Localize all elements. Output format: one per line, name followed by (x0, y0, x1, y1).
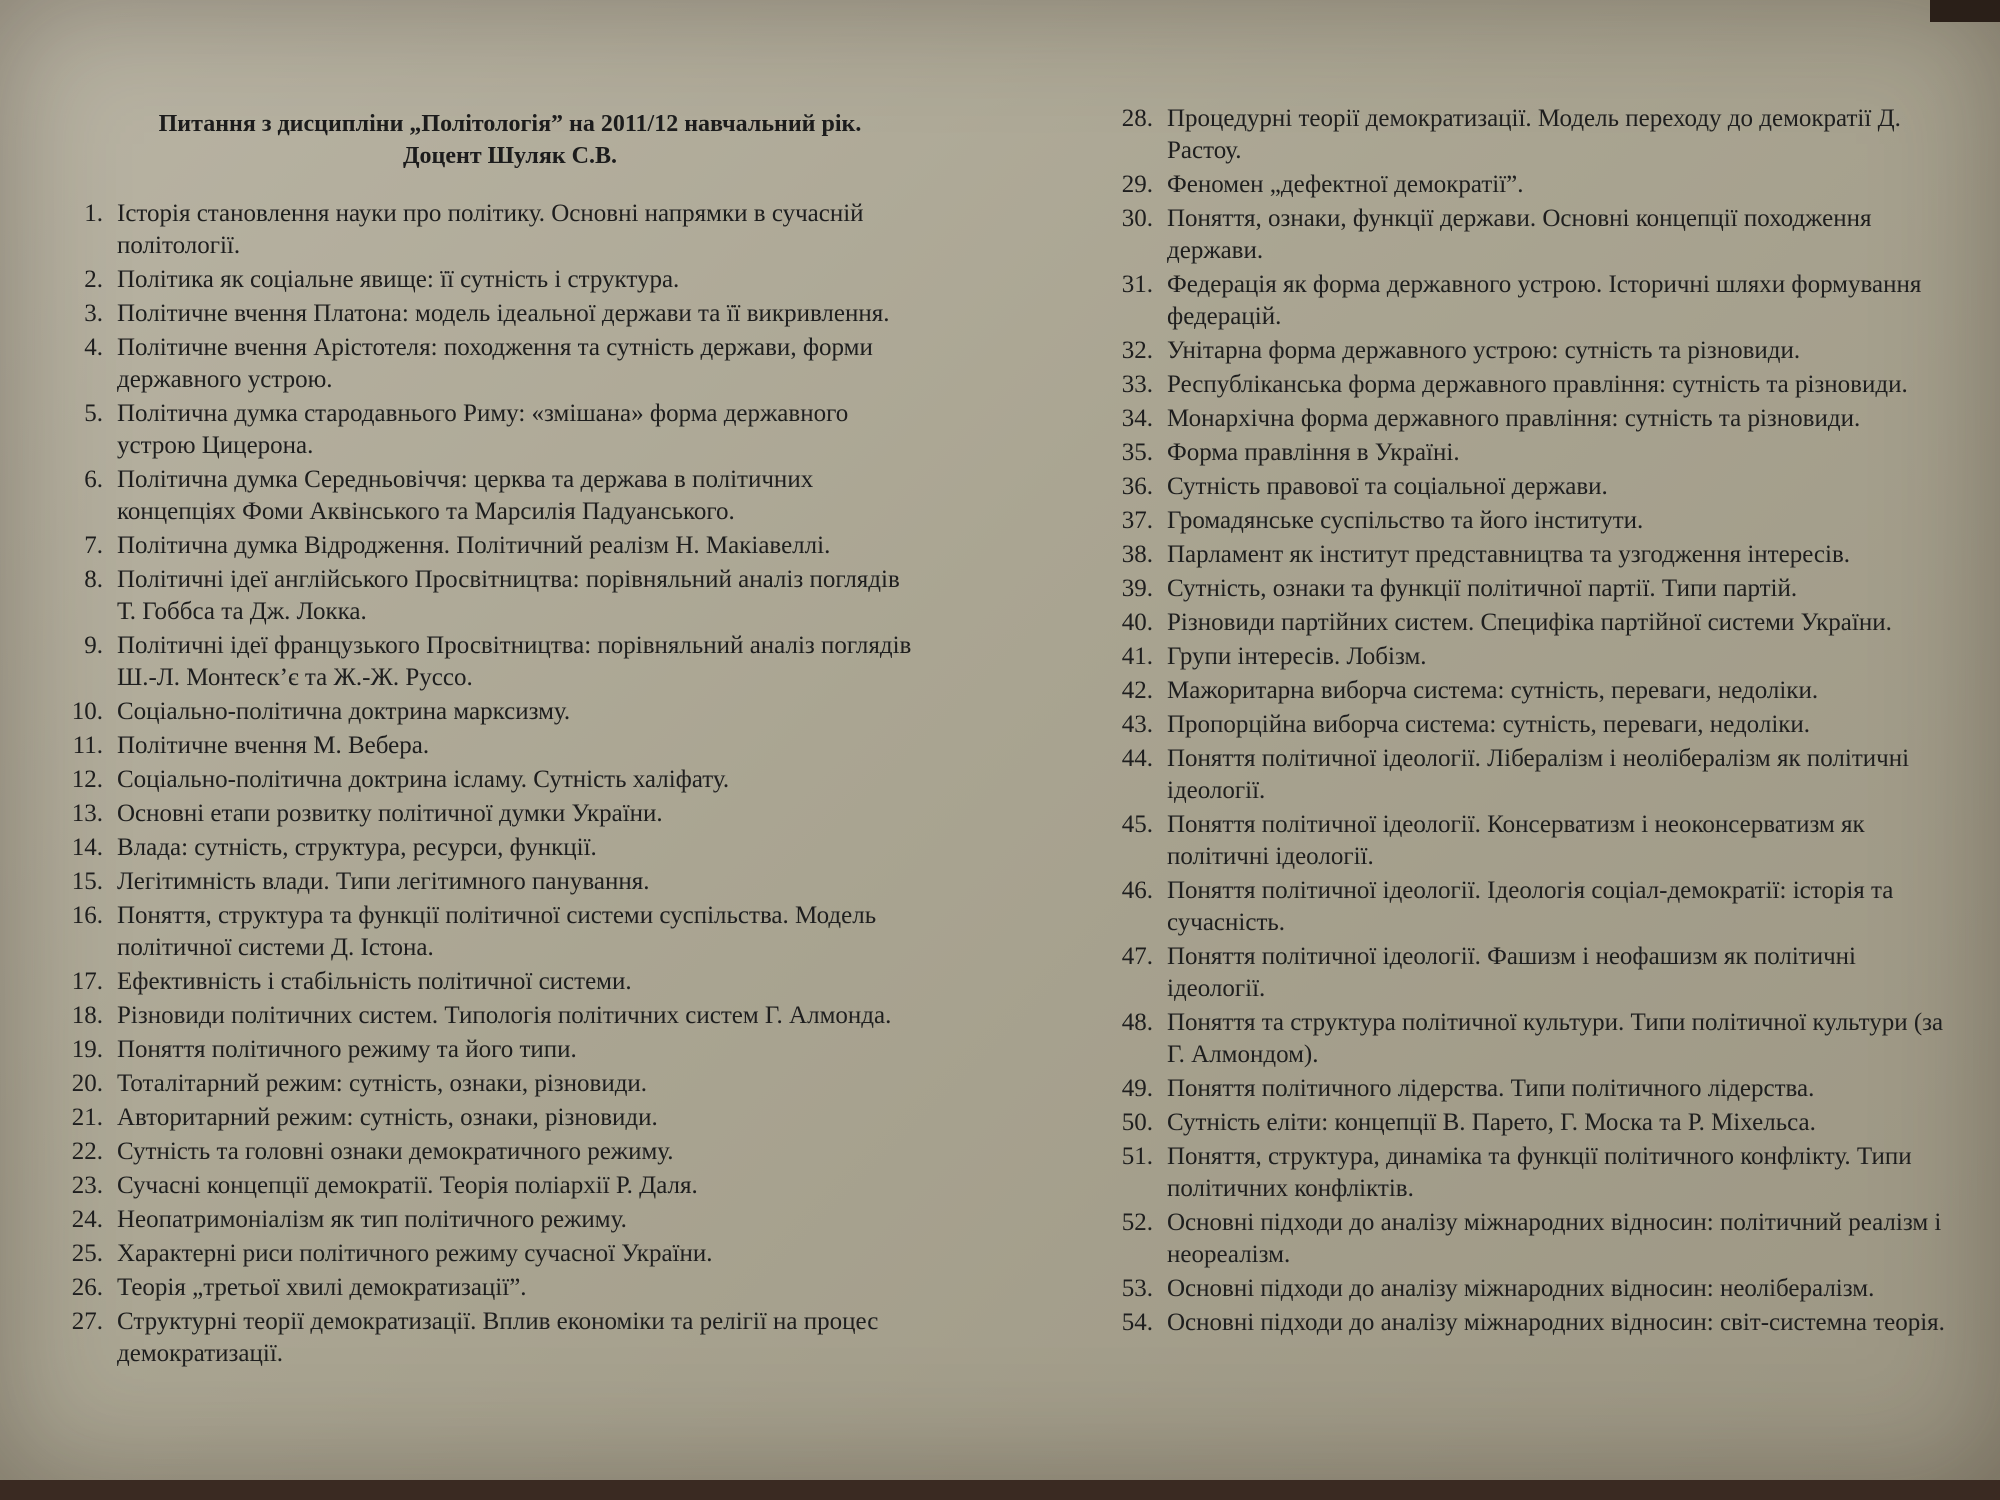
question-text: Ефективність і стабільність політичної системи. (117, 968, 632, 995)
question-text: Характерні риси політичного режиму сучасної України. (117, 1240, 713, 1267)
question-text: Поняття політичної ідеології. Фашизм і неофашизм як політичні ідеології. (1167, 943, 1857, 1002)
question-text: Сутність, ознаки та функції політичної партії. Типи партій. (1167, 575, 1798, 602)
question-text: Поняття, структура та функції політичної системи суспільства. Модель політичної системи Д. Істона. (117, 902, 877, 961)
question-text: Поняття політичної ідеології. Ідеологія соціал-демократії: історія та сучасність. (1167, 877, 1894, 936)
question-number: 32. (1121, 337, 1153, 364)
question-number: 14. (71, 834, 103, 861)
question-item (1105, 369, 1955, 401)
question-item (55, 1102, 925, 1134)
question-text: Унітарна форма державного устрою: сутність та різновиди. (1167, 337, 1801, 364)
question-text: Громадянське суспільство та його інститути. (1167, 507, 1644, 534)
question-item (55, 564, 925, 628)
question-text: Різновиди політичних систем. Типологія політичних систем Г. Алмонда. (117, 1002, 892, 1029)
question-text: Політичне вчення М. Вебера. (117, 732, 430, 759)
question-number: 4. (84, 334, 103, 361)
question-number: 13. (71, 800, 103, 827)
question-text: Влада: сутність, структура, ресурси, функції. (117, 834, 597, 861)
question-number: 52. (1121, 1209, 1153, 1236)
question-item (55, 764, 925, 796)
question-number: 3. (84, 300, 103, 327)
question-text: Сутність еліти: концепції В. Парето, Г. Моска та Р. Міхельса. (1167, 1109, 1816, 1136)
question-item (55, 1136, 925, 1168)
background-corner (1930, 0, 2000, 22)
question-number: 38. (1121, 541, 1153, 568)
question-number: 42. (1121, 677, 1153, 704)
question-item (55, 198, 925, 262)
question-text: Політична думка Відродження. Політичний реалізм Н. Макіавеллі. (117, 532, 831, 559)
question-number: 29. (1121, 171, 1153, 198)
question-item (1105, 471, 1955, 503)
question-text: Політичне вчення Арістотеля: походження та сутність держави, форми державного устрою. (117, 334, 873, 393)
question-text: Феномен „дефектної демократії”. (1167, 171, 1524, 198)
question-item (55, 1238, 925, 1270)
question-number: 35. (1121, 439, 1153, 466)
question-item (55, 966, 925, 998)
question-item (1105, 743, 1955, 807)
question-text: Авторитарний режим: сутність, ознаки, різновиди. (117, 1104, 658, 1131)
question-number: 19. (71, 1036, 103, 1063)
question-item (55, 1068, 925, 1100)
question-item (55, 798, 925, 830)
question-number: 30. (1121, 205, 1153, 232)
question-item (55, 332, 925, 396)
question-item (55, 264, 925, 296)
question-number: 40. (1121, 609, 1153, 636)
document-header (60, 108, 960, 172)
question-text: Поняття та структура політичної культури. Типи політичної культури (за Г. Алмондом). (1167, 1009, 1944, 1068)
question-item (1105, 1007, 1955, 1071)
question-item (1105, 103, 1955, 167)
question-item (1105, 169, 1955, 201)
question-text: Основні підходи до аналізу міжнародних відносин: політичний реалізм і неореалізм. (1167, 1209, 1942, 1268)
question-item (55, 398, 925, 462)
question-number: 8. (84, 566, 103, 593)
question-number: 33. (1121, 371, 1153, 398)
question-item (55, 1272, 925, 1304)
question-text: Поняття політичної ідеології. Консерватизм і неоконсерватизм як політичні ідеології. (1167, 811, 1865, 870)
question-item (1105, 1207, 1955, 1271)
question-text: Поняття політичного лідерства. Типи політичного лідерства. (1167, 1075, 1815, 1102)
question-number: 44. (1121, 745, 1153, 772)
question-number: 20. (71, 1070, 103, 1097)
question-number: 54. (1121, 1309, 1153, 1336)
question-text: Основні етапи розвитку політичної думки України. (117, 800, 663, 827)
question-item (1105, 403, 1955, 435)
question-number: 15. (71, 868, 103, 895)
question-item (1105, 1141, 1955, 1205)
question-item (55, 1000, 925, 1032)
question-number: 36. (1121, 473, 1153, 500)
question-item (55, 900, 925, 964)
question-text: Структурні теорії демократизації. Вплив економіки та релігії на процес демократизації. (117, 1308, 879, 1367)
question-text: Сучасні концепції демократії. Теорія поліархії Р. Даля. (117, 1172, 698, 1199)
question-text: Монархічна форма державного правління: сутність та різновиди. (1167, 405, 1861, 432)
question-item (55, 1170, 925, 1202)
question-text: Політична думка стародавнього Риму: «змішана» форма державного устрою Цицерона. (117, 400, 849, 459)
question-number: 6. (84, 466, 103, 493)
question-number: 25. (71, 1240, 103, 1267)
question-text: Політичне вчення Платона: модель ідеальної держави та її викривлення. (117, 300, 890, 327)
question-number: 23. (71, 1172, 103, 1199)
question-item (1105, 437, 1955, 469)
question-text: Поняття, ознаки, функції держави. Основні концепції походження держави. (1167, 205, 1872, 264)
question-item (1105, 505, 1955, 537)
question-text: Основні підходи до аналізу міжнародних відносин: світ-системна теорія. (1167, 1309, 1945, 1336)
question-text: Поняття політичної ідеології. Лібералізм і неолібералізм як політичні ідеології. (1167, 745, 1910, 804)
question-number: 53. (1121, 1275, 1153, 1302)
question-text: Сутність та головні ознаки демократичного режиму. (117, 1138, 674, 1165)
question-item (55, 530, 925, 562)
question-text: Соціально-політична доктрина ісламу. Сутність халіфату. (117, 766, 730, 793)
question-item (55, 730, 925, 762)
question-item (1105, 1307, 1955, 1339)
question-text: Неопатримоніалізм як тип політичного режиму. (117, 1206, 627, 1233)
question-item (55, 1204, 925, 1236)
question-item (1105, 269, 1955, 333)
question-number: 2. (84, 266, 103, 293)
question-number: 51. (1121, 1143, 1153, 1170)
question-number: 1. (84, 200, 103, 227)
question-item (1105, 1107, 1955, 1139)
question-number: 9. (84, 632, 103, 659)
question-item (1105, 607, 1955, 639)
document-author: Доцент Шуляк С.В. (403, 143, 617, 169)
question-text: Форма правління в Україні. (1167, 439, 1460, 466)
question-text: Політичні ідеї англійського Просвітництва: порівняльний аналіз поглядів Т. Гоббса та Дж. Локка. (117, 566, 900, 625)
question-text: Теорія „третьої хвилі демократизації”. (117, 1274, 527, 1301)
question-number: 39. (1121, 575, 1153, 602)
question-number: 10. (71, 698, 103, 725)
question-item (1105, 573, 1955, 605)
question-number: 34. (1121, 405, 1153, 432)
question-item (1105, 335, 1955, 367)
question-text: Поняття, структура, динаміка та функції політичного конфлікту. Типи політичних конфліктів. (1167, 1143, 1912, 1202)
question-text: Федерація як форма державного устрою. Історичні шляхи формування федерацій. (1167, 271, 1922, 330)
question-item (55, 1034, 925, 1066)
document-title: Питання з дисципліни „Політологія” на 2011/12 навчальний рік. (158, 111, 862, 137)
question-number: 16. (71, 902, 103, 929)
question-number: 47. (1121, 943, 1153, 970)
question-number: 26. (71, 1274, 103, 1301)
question-number: 27. (71, 1308, 103, 1335)
question-number: 22. (71, 1138, 103, 1165)
question-item (1105, 809, 1955, 873)
question-text: Різновиди партійних систем. Специфіка партійної системи України. (1167, 609, 1892, 636)
question-item (55, 464, 925, 528)
question-text: Основні підходи до аналізу міжнародних відносин: неолібералізм. (1167, 1275, 1875, 1302)
question-text: Пропорційна виборча система: сутність, переваги, недоліки. (1167, 711, 1811, 738)
question-text: Легітимність влади. Типи легітимного панування. (117, 868, 650, 895)
question-text: Парламент як інститут представництва та узгодження інтересів. (1167, 541, 1851, 568)
question-number: 31. (1121, 271, 1153, 298)
question-number: 48. (1121, 1009, 1153, 1036)
question-text: Політика як соціальне явище: її сутність і структура. (117, 266, 680, 293)
question-number: 41. (1121, 643, 1153, 670)
question-number: 45. (1121, 811, 1153, 838)
question-number: 37. (1121, 507, 1153, 534)
question-text: Мажоритарна виборча система: сутність, переваги, недоліки. (1167, 677, 1819, 704)
question-item (1105, 709, 1955, 741)
question-item (1105, 1073, 1955, 1105)
question-item (55, 832, 925, 864)
question-number: 49. (1121, 1075, 1153, 1102)
question-text: Поняття політичного режиму та його типи. (117, 1036, 577, 1063)
question-number: 46. (1121, 877, 1153, 904)
question-text: Соціально-політична доктрина марксизму. (117, 698, 571, 725)
question-item (1105, 539, 1955, 571)
question-item (1105, 203, 1955, 267)
question-text: Групи інтересів. Лобізм. (1167, 643, 1427, 670)
question-list-left (55, 198, 925, 1372)
question-number: 12. (71, 766, 103, 793)
question-item (55, 696, 925, 728)
question-item (1105, 941, 1955, 1005)
question-number: 21. (71, 1104, 103, 1131)
question-number: 7. (84, 532, 103, 559)
question-number: 28. (1121, 105, 1153, 132)
question-list-right (1105, 103, 1955, 1341)
question-number: 17. (71, 968, 103, 995)
question-item (1105, 641, 1955, 673)
question-item (1105, 675, 1955, 707)
question-number: 11. (72, 732, 103, 759)
question-text: Процедурні теорії демократизації. Модель переходу до демократії Д. Растоу. (1167, 105, 1901, 164)
question-number: 18. (71, 1002, 103, 1029)
question-text: Політичні ідеї французького Просвітництва: порівняльний аналіз поглядів Ш.-Л. Монтеск’є та Ж.-Ж. Руссо. (117, 632, 912, 691)
question-item (1105, 1273, 1955, 1305)
question-text: Історія становлення науки про політику. Основні напрямки в сучасній політології. (117, 200, 864, 259)
question-item (55, 298, 925, 330)
question-item (55, 866, 925, 898)
question-item (55, 1306, 925, 1370)
question-text: Сутність правової та соціальної держави. (1167, 473, 1608, 500)
question-number: 24. (71, 1206, 103, 1233)
question-text: Республіканська форма державного правління: сутність та різновиди. (1167, 371, 1908, 398)
question-text: Політична думка Середньовіччя: церква та держава в політичних концепціях Фоми Аквінського та Марсилія Падуанського. (117, 466, 814, 525)
question-item (1105, 875, 1955, 939)
question-number: 5. (84, 400, 103, 427)
question-number: 43. (1121, 711, 1153, 738)
question-text: Тоталітарний режим: сутність, ознаки, різновиди. (117, 1070, 648, 1097)
question-number: 50. (1121, 1109, 1153, 1136)
question-item (55, 630, 925, 694)
